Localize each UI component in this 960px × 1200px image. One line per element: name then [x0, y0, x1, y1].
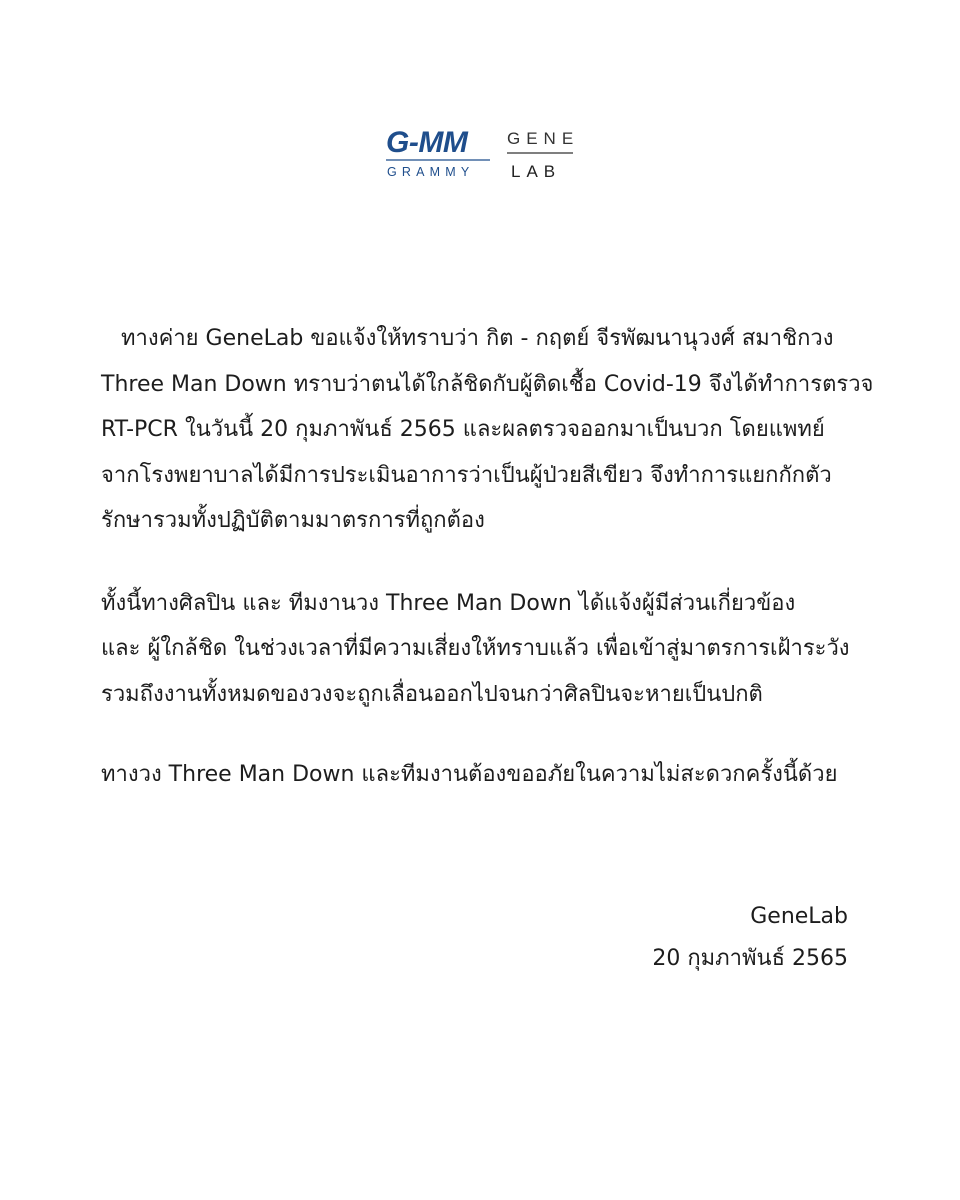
gmm-genelab-logo [386, 122, 586, 182]
announcement-body [101, 316, 874, 798]
text-line: RT-PCR ในวันนี้ 20 กุมภาพันธ์ 2565 และผลตรวจออกมาเป็นบวก โดยแพทย์ [101, 417, 825, 442]
gmm-grammy-mark [386, 126, 490, 179]
paragraph-3 [101, 752, 861, 798]
text-line: ทางค่าย GeneLab ขอแจ้งให้ทราบว่า กิต - กฤตย์ จีรพัฒนานุวงศ์ สมาชิกวง [121, 326, 834, 351]
signature-date: 20 กุมภาพันธ์ 2565 [652, 946, 848, 971]
signature-block [652, 896, 848, 980]
text-line: รวมถึงงานทั้งหมดของวงจะถูกเลื่อนออกไปจนกว่าศิลปินจะหายเป็นปกติ [101, 681, 763, 707]
paragraph-2 [101, 581, 861, 718]
svg-text:GENE: GENE [507, 129, 580, 148]
paragraph-1 [101, 316, 874, 544]
signature-name: GeneLab [750, 904, 848, 929]
text-line: Three Man Down ทราบว่าตนได้ใกล้ชิดกับผู้ติดเชื้อ Covid-19 จึงได้ทำการตรวจ [101, 371, 874, 397]
text-line: ทั้งนี้ทางศิลปิน และ ทีมงานวง Three Man Down ได้แจ้งผู้มีส่วนเกี่ยวข้อง [101, 590, 796, 616]
svg-text:LAB: LAB [511, 162, 562, 181]
svg-text:G-MM: G-MM [386, 126, 468, 159]
svg-text:GRAMMY: GRAMMY [387, 165, 475, 179]
text-line: รักษารวมทั้งปฏิบัติตามมาตรการที่ถูกต้อง [101, 508, 485, 533]
text-line: และ ผู้ใกล้ชิด ในช่วงเวลาที่มีความเสี่ยงให้ทราบแล้ว เพื่อเข้าสู่มาตรการเฝ้าระวัง [101, 636, 850, 661]
logo-graphic [386, 122, 586, 182]
text-line: ทางวง Three Man Down และทีมงานต้องขออภัยในความไม่สะดวกครั้งนี้ด้วย [101, 762, 838, 787]
gene-lab-mark [507, 129, 579, 181]
text-line: จากโรงพยาบาลได้มีการประเมินอาการว่าเป็นผู้ป่วยสีเขียว จึงทำการแยกกักตัว [101, 462, 832, 488]
